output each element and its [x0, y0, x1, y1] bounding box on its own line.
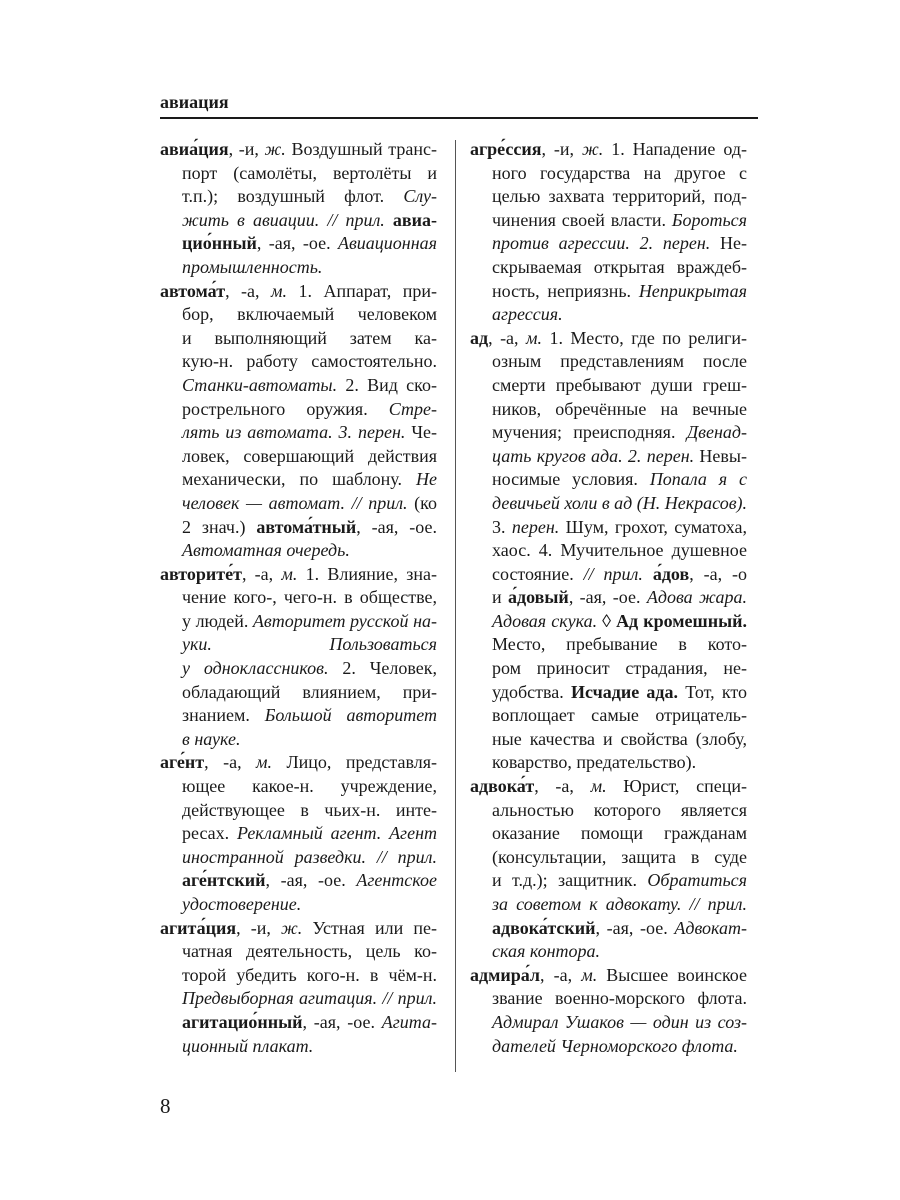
- entry-line: [470, 751, 747, 775]
- entry-line: [470, 869, 747, 893]
- entry-headline: [160, 751, 437, 775]
- italic-text: удостоверение.: [182, 894, 302, 914]
- entry-line: [160, 162, 437, 186]
- italic-text: Попала я с: [649, 469, 747, 490]
- entry-line: [160, 940, 437, 964]
- text: Не-: [710, 233, 747, 254]
- entry-line: [470, 610, 747, 634]
- italic-text: Большой авторитет: [264, 705, 437, 726]
- text: , -и,: [236, 917, 282, 938]
- bold-term: цио́нный: [182, 233, 257, 254]
- bold-term: адмира́л: [470, 964, 541, 985]
- entry-line: [470, 586, 747, 610]
- entry-line: [470, 893, 747, 917]
- italic-text: Обратиться: [647, 870, 747, 891]
- entry-line: [470, 280, 747, 304]
- italic-text: Адмирал Ушаков — один из соз-: [492, 1011, 747, 1032]
- dictionary-entry: [160, 751, 437, 916]
- bold-term: авиа-: [392, 209, 437, 230]
- text: Шум, грохот, суматоха,: [559, 516, 747, 537]
- text: 1. Аппарат, при-: [287, 280, 437, 301]
- italic-text: девичьей холи в ад (Н. Некрасов).: [492, 492, 747, 513]
- italic-text: м.: [271, 280, 288, 301]
- italic-text: м.: [526, 327, 543, 348]
- italic-text: Агентское: [356, 870, 437, 891]
- entry-line: [470, 209, 747, 233]
- text: 1. Влияние, зна-: [297, 563, 437, 584]
- text: , -а,: [204, 752, 257, 773]
- entry-line: [160, 657, 437, 681]
- bold-term: аге́нтский: [182, 870, 266, 891]
- italic-text: // прил.: [583, 563, 643, 584]
- entry-line: [470, 633, 747, 657]
- italic-text: ж.: [264, 139, 286, 159]
- entry-headline: [470, 327, 747, 351]
- entry-line: [470, 232, 747, 256]
- bold-term: авторите́т: [160, 563, 242, 584]
- entry-line: [470, 940, 747, 964]
- dictionary-entry: [470, 138, 747, 327]
- italic-text: м.: [590, 776, 607, 797]
- text: 3.: [492, 516, 512, 537]
- text: носимые условия.: [492, 469, 650, 490]
- text: Лицо, представля-: [272, 752, 437, 773]
- entry-line: [160, 303, 437, 327]
- dictionary-entry: [160, 917, 437, 1059]
- entry-line: [470, 799, 747, 823]
- text: состояние.: [492, 563, 584, 584]
- entry-line: [470, 492, 747, 516]
- column-left: [160, 138, 437, 1058]
- entry-line: [160, 822, 437, 846]
- text: Юрист, специ-: [606, 776, 747, 797]
- text: т.п.); воздушный флот.: [182, 186, 404, 207]
- bold-term: а́дов: [652, 563, 690, 584]
- entry-line: [470, 657, 747, 681]
- text: торой убедить кого-н. в чём-н.: [182, 964, 437, 985]
- bold-term: автома́т: [160, 280, 226, 301]
- text: ◊: [597, 610, 617, 631]
- entry-line: [160, 633, 437, 657]
- italic-text: цать кругов ада. 2. перен.: [492, 445, 695, 466]
- entry-line: [160, 256, 437, 280]
- entry-line: [470, 987, 747, 1011]
- entry-headline: [160, 563, 437, 587]
- entry-line: [470, 704, 747, 728]
- entry-headline: [470, 775, 747, 799]
- entry-line: [160, 775, 437, 799]
- italic-text: против агрессии. 2. перен.: [492, 233, 711, 254]
- italic-text: Станки-автоматы.: [182, 374, 338, 395]
- entry-headline: [470, 138, 747, 162]
- text: альностью которого является: [492, 799, 747, 820]
- entry-line: [470, 445, 747, 469]
- italic-text: ционный плакат.: [182, 1035, 314, 1056]
- text: обладающий влиянием, при-: [182, 681, 437, 702]
- italic-text: Авиационная: [337, 233, 437, 254]
- text: , -а,: [225, 280, 272, 301]
- text: знанием.: [182, 705, 265, 726]
- entry-line: [160, 799, 437, 823]
- text: чинения своей власти.: [492, 209, 672, 230]
- text: , -ая, -ое.: [595, 917, 675, 938]
- entry-line: [160, 350, 437, 374]
- text: смерти пребывают души греш-: [492, 374, 747, 395]
- text: коварство, предательство).: [492, 752, 697, 773]
- italic-text: Авторитет русской на-: [252, 610, 437, 631]
- column-right: [470, 138, 747, 1058]
- italic-text: агрессия.: [492, 304, 563, 325]
- text: , -ая, -ое.: [302, 1011, 382, 1032]
- text: ющее какое-н. учреждение,: [182, 776, 437, 797]
- text: , -а,: [241, 563, 282, 584]
- text: ром приносит страдания, не-: [492, 658, 747, 679]
- text: 1. Нападение од-: [603, 139, 747, 159]
- bold-term: адвока́т: [470, 776, 535, 797]
- italic-text: Адова жара.: [646, 587, 747, 608]
- entry-line: [160, 516, 437, 540]
- text: хаос. 4. Мучительное душевное: [492, 540, 747, 561]
- bold-term: аге́нт: [160, 752, 205, 773]
- bold-term: адвока́тский: [492, 917, 596, 938]
- bold-term: а́довый: [508, 587, 569, 608]
- entry-line: [470, 398, 747, 422]
- entry-headline: [160, 138, 437, 162]
- text: воплощает самые отрицатель-: [492, 705, 747, 726]
- entry-line: [160, 586, 437, 610]
- text: ресах.: [182, 823, 237, 844]
- dictionary-entry: [470, 327, 747, 775]
- entry-line: [160, 987, 437, 1011]
- entry-line: [470, 374, 747, 398]
- italic-text: Слу-: [403, 186, 437, 207]
- entry-line: [160, 681, 437, 705]
- entry-line: [470, 162, 747, 186]
- bold-term: агре́ссия: [470, 139, 542, 159]
- italic-text: ж.: [281, 917, 303, 938]
- italic-text: дателей Черноморского флота.: [492, 1035, 738, 1056]
- text: и выполняющий затем ка-: [182, 327, 437, 348]
- text: (ко: [407, 492, 437, 513]
- entry-line: [160, 704, 437, 728]
- entry-line: [470, 681, 747, 705]
- entry-line: [160, 1011, 437, 1035]
- entry-line: [470, 303, 747, 327]
- text: действующее в чьих-н. инте-: [182, 799, 437, 820]
- italic-text: Неприкрытая: [638, 280, 747, 301]
- text: , -а,: [534, 776, 591, 797]
- entry-line: [470, 421, 747, 445]
- text: озным представлениям после: [492, 351, 747, 372]
- page-number: 8: [160, 1094, 171, 1118]
- italic-text: уки. Пользоваться: [182, 634, 437, 655]
- entry-headline: [160, 280, 437, 304]
- italic-text: ж.: [582, 139, 604, 159]
- text: (консультации, защита в суде: [492, 846, 747, 867]
- text: , -и,: [228, 139, 265, 159]
- entry-line: [470, 350, 747, 374]
- italic-text: иностранной разведки. // прил.: [182, 846, 437, 867]
- bold-term: Исчадие ада.: [570, 681, 679, 702]
- bold-term: автома́тный: [256, 516, 357, 537]
- entry-line: [470, 822, 747, 846]
- text: бор, включаемый человеком: [182, 304, 437, 325]
- dictionary-entry: [160, 563, 437, 752]
- text: [643, 564, 653, 584]
- italic-text: м.: [581, 964, 598, 985]
- text: , -ая, -ое.: [356, 516, 437, 537]
- italic-text: Двенад-: [686, 422, 747, 443]
- text: 2 знач.): [182, 516, 257, 537]
- entry-line: [160, 728, 437, 752]
- text: чатная деятельность, цель ко-: [182, 941, 437, 962]
- italic-text: за советом к адвокату. // прил.: [492, 894, 747, 914]
- entry-line: [160, 1035, 437, 1059]
- entry-line: [470, 846, 747, 870]
- text: , -и,: [541, 139, 582, 159]
- entry-line: [470, 516, 747, 540]
- text: 2. Человек,: [328, 658, 437, 679]
- entry-line: [160, 846, 437, 870]
- text: Тот, кто: [678, 681, 747, 702]
- entry-headline: [160, 917, 437, 941]
- entry-line: [160, 327, 437, 351]
- entry-line: [160, 869, 437, 893]
- header-rule: [160, 117, 758, 119]
- entry-line: [470, 917, 747, 941]
- dictionary-entry: [160, 138, 437, 280]
- text: механически, по шаблону.: [182, 469, 416, 490]
- entry-line: [470, 185, 747, 209]
- entry-line: [160, 185, 437, 209]
- entry-line: [160, 374, 437, 398]
- italic-text: в науке.: [182, 728, 241, 749]
- entry-line: [470, 1011, 747, 1035]
- entry-line: [160, 893, 437, 917]
- text: , -а, -о: [689, 563, 747, 584]
- italic-text: Не: [416, 469, 437, 490]
- entry-line: [160, 445, 437, 469]
- text: Невы-: [694, 445, 747, 466]
- italic-text: Предвыборная агитация. // прил.: [182, 988, 437, 1009]
- italic-text: м.: [256, 752, 273, 773]
- entry-line: [160, 610, 437, 634]
- entry-line: [160, 398, 437, 422]
- text: ников, обречённые на вечные: [492, 398, 747, 419]
- text: рострельного оружия.: [182, 398, 389, 419]
- text: , -ая, -ое.: [265, 870, 357, 891]
- text: ные качества и свойства (злобу,: [492, 728, 747, 749]
- italic-text: Агита-: [381, 1011, 437, 1032]
- text: , -а,: [540, 964, 582, 985]
- italic-text: Стре-: [388, 398, 437, 419]
- entry-headline: [470, 964, 747, 988]
- italic-text: Адвокат-: [674, 917, 747, 938]
- text: 2. Вид ско-: [337, 374, 437, 395]
- text: , -ая, -ое.: [256, 233, 338, 254]
- italic-text: Автоматная очередь.: [182, 540, 350, 561]
- text: Воздушный транс-: [285, 139, 437, 159]
- entry-line: [470, 1035, 747, 1059]
- entry-line: [160, 421, 437, 445]
- entry-line: [160, 492, 437, 516]
- entry-line: [470, 256, 747, 280]
- column-divider: [455, 140, 456, 1072]
- bold-term: агита́ция: [160, 917, 237, 938]
- bold-term: агитацио́нный: [182, 1011, 303, 1032]
- text: удобства.: [492, 681, 571, 702]
- entry-line: [470, 563, 747, 587]
- italic-text: жить в авиации. // прил.: [182, 209, 393, 230]
- text: ного государства на другое с: [492, 162, 747, 183]
- text: и т.д.); защитник.: [492, 870, 648, 891]
- italic-text: у одноклассников.: [182, 658, 329, 679]
- text: 1. Место, где по религи-: [542, 327, 747, 348]
- entry-line: [470, 539, 747, 563]
- italic-text: Бороться: [671, 209, 747, 230]
- italic-text: лять из автомата. 3. перен.: [182, 422, 406, 443]
- text: кую-н. работу самостоятельно.: [182, 351, 437, 372]
- text: порт (самолёты, вертолёты и: [182, 162, 437, 183]
- text: оказание помощи гражданам: [492, 823, 747, 844]
- dictionary-entry: [470, 964, 747, 1058]
- dictionary-entry: [160, 280, 437, 563]
- entry-line: [160, 964, 437, 988]
- dictionary-entry: [470, 775, 747, 964]
- text: Устная или пе-: [302, 917, 437, 938]
- italic-text: ская контора.: [492, 941, 600, 962]
- entry-line: [470, 468, 747, 492]
- bold-term: Ад кромешный.: [616, 610, 747, 631]
- text: ность, неприязнь.: [492, 280, 639, 301]
- text: и: [492, 587, 508, 608]
- entry-line: [160, 468, 437, 492]
- bold-term: авиа́ция: [160, 139, 229, 159]
- italic-text: перен.: [511, 516, 560, 537]
- text: мучения; преисподняя.: [492, 422, 687, 443]
- text: у людей.: [182, 610, 253, 631]
- text: целью захвата территорий, под-: [492, 186, 747, 207]
- text: , -а,: [488, 327, 527, 348]
- italic-text: Адовая скука.: [492, 610, 598, 631]
- entry-line: [470, 728, 747, 752]
- text: Высшее воинское: [597, 964, 747, 985]
- entry-line: [160, 209, 437, 233]
- italic-text: м.: [281, 563, 298, 584]
- italic-text: человек — автомат. // прил.: [182, 492, 408, 513]
- text: скрываемая открытая враждеб-: [492, 256, 747, 277]
- text: Че-: [405, 422, 437, 443]
- text: Место, пребывание в кото-: [492, 634, 747, 655]
- entry-line: [160, 539, 437, 563]
- text: , -ая, -ое.: [568, 587, 647, 608]
- entry-line: [160, 232, 437, 256]
- running-head: авиация: [160, 92, 229, 112]
- text: звание военно-морского флота.: [492, 988, 747, 1009]
- text: ловек, совершающий действия: [182, 445, 437, 466]
- italic-text: промышленность.: [182, 256, 323, 277]
- bold-term: ад: [470, 327, 489, 348]
- italic-text: Рекламный агент. Агент: [236, 823, 437, 844]
- text: чение кого-, чего-н. в обществе,: [182, 587, 437, 608]
